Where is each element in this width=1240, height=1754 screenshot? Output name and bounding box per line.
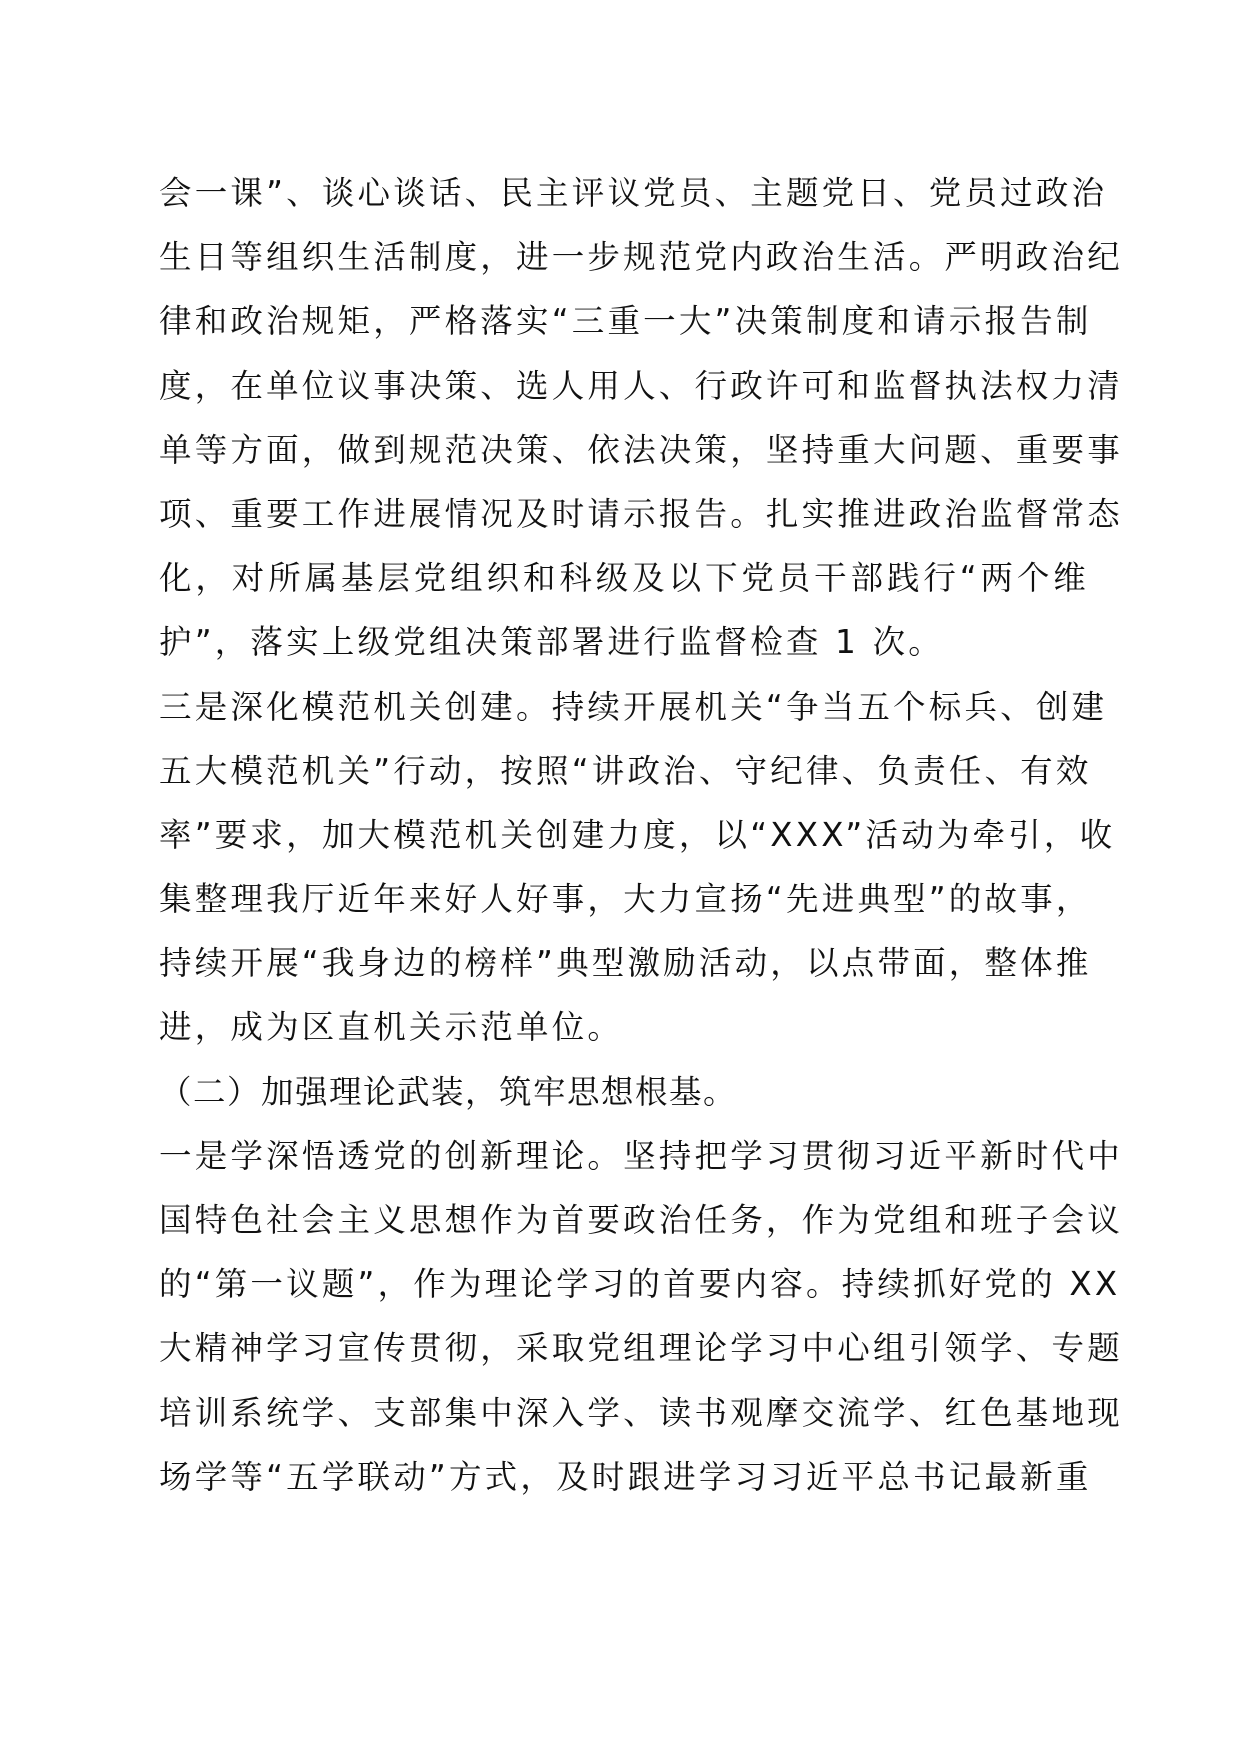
- text-line: 率”要求，加大模范机关创建力度，以“XXX”活动为牵引，收: [159, 815, 1116, 854]
- text-line: 单等方面，做到规范决策、依法决策，坚持重大问题、重要事: [159, 430, 1123, 469]
- text-line: 度，在单位议事决策、选人用人、行政许可和监督执法权力清: [159, 366, 1123, 405]
- text-line: 生日等组织生活制度，进一步规范党内政治生活。严明政治纪: [159, 238, 1123, 277]
- text-line: 进，成为区直机关示范单位。: [159, 1008, 624, 1047]
- text-line: 的“第一议题”，作为理论学习的首要内容。持续抓好党的 XX: [159, 1265, 1121, 1304]
- text-line: 五大模范机关”行动，按照“讲政治、守纪律、负责任、有效: [159, 751, 1092, 790]
- text-line: 培训系统学、支部集中深入学、读书观摩交流学、红色基地现: [159, 1393, 1123, 1432]
- text-line: 集整理我厅近年来好人好事，大力宣扬“先进典型”的故事，: [159, 880, 1092, 919]
- text-line: 持续开展“我身边的榜样”典型激励活动，以点带面，整体推: [159, 944, 1092, 983]
- section-heading: （二）加强理论武装，筑牢思想根基。: [159, 1072, 738, 1111]
- text-line: 场学等“五学联动”方式，及时跟进学习习近平总书记最新重: [159, 1457, 1092, 1496]
- text-line: 国特色社会主义思想作为首要政治任务，作为党组和班子会议: [159, 1201, 1123, 1239]
- document-body: [159, 161, 1123, 1509]
- text-line: 大精神学习宣传贯彻，采取党组理论学习中心组引领学、专题: [159, 1329, 1123, 1368]
- text-line: 护”，落实上级党组决策部署进行监督检查 1 次。: [159, 623, 944, 662]
- text-line: 项、重要工作进展情况及时请示报告。扎实推进政治监督常态: [159, 494, 1123, 533]
- text-line: 化，对所属基层党组织和科级及以下党员干部践行“两个维: [159, 559, 1089, 598]
- paragraph-heading-line: 一是学深悟透党的创新理论。坚持把学习贯彻习近平新时代中: [159, 1136, 1123, 1175]
- paragraph-heading-line: 三是深化模范机关创建。持续开展机关“争当五个标兵、创建: [159, 687, 1108, 726]
- text-line: 会一课”、谈心谈话、民主评议党员、主题党日、党员过政治: [159, 174, 1108, 212]
- text-line: 律和政治规矩，严格落实“三重一大”决策制度和请示报告制: [159, 302, 1092, 341]
